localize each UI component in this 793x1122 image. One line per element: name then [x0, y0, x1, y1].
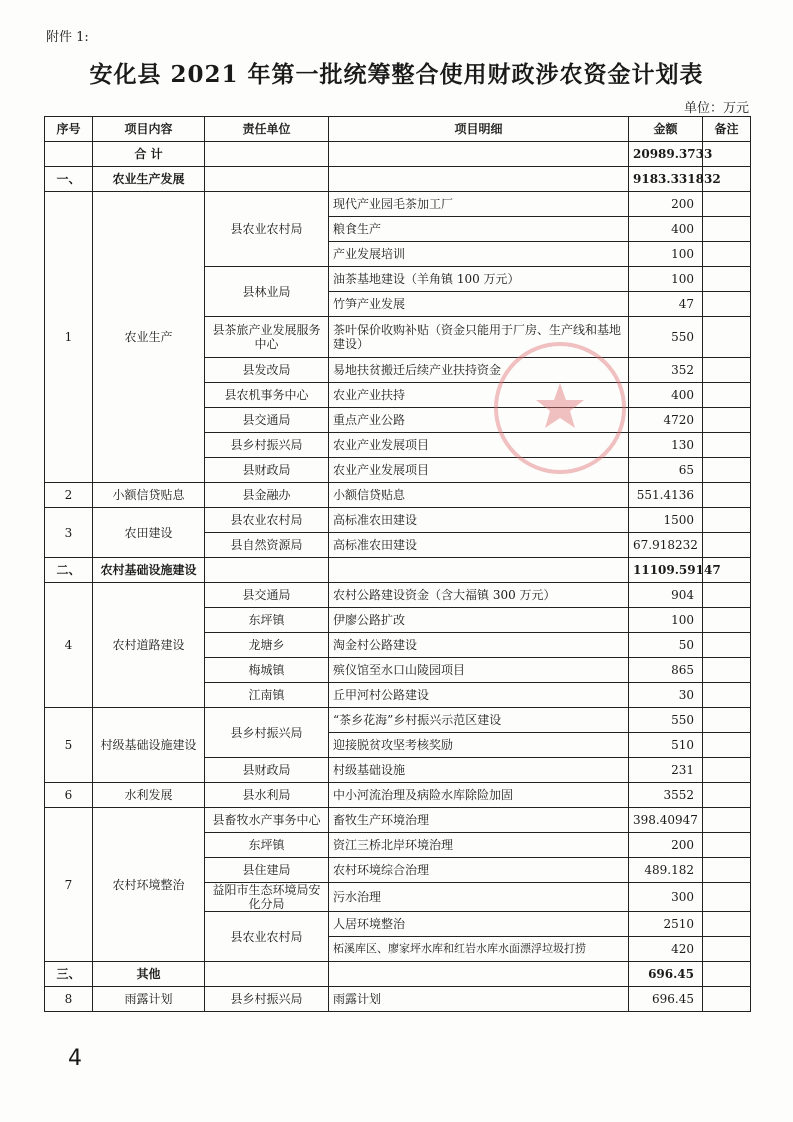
responsible-unit: 县发改局 [205, 358, 329, 383]
item-amount: 4720 [629, 408, 703, 433]
table-row [45, 192, 751, 217]
responsible-unit: 县金融办 [205, 483, 329, 508]
group-name: 水利发展 [93, 783, 205, 808]
unit-label: 单位：万元 [683, 101, 749, 116]
responsible-unit: 县财政局 [205, 758, 329, 783]
item-amount: 352 [629, 358, 703, 383]
section-no: 二、 [45, 558, 93, 583]
group-name: 农村环境整治 [93, 808, 205, 962]
item-amount: 100 [629, 242, 703, 267]
item-detail: 中小河流治理及病险水库除险加固 [329, 783, 629, 808]
item-amount: 696.45 [629, 987, 703, 1012]
item-detail: 农业产业扶持 [329, 383, 629, 408]
section-no: 三、 [45, 962, 93, 987]
item-detail: 资江三桥北岸环境治理 [329, 833, 629, 858]
responsible-unit: 县自然资源局 [205, 533, 329, 558]
item-detail: 农业产业发展项目 [329, 458, 629, 483]
responsible-unit: 县农业农村局 [205, 912, 329, 962]
responsible-unit: 县农机事务中心 [205, 383, 329, 408]
item-amount: 100 [629, 267, 703, 292]
group-no: 4 [45, 583, 93, 708]
group-name: 农村道路建设 [93, 583, 205, 708]
table-row [45, 708, 751, 733]
item-amount: 865 [629, 658, 703, 683]
item-amount: 67.918232 [629, 533, 703, 558]
item-amount: 489.182 [629, 858, 703, 883]
table-header-row [45, 117, 751, 142]
section-name: 其他 [93, 962, 205, 987]
col-header-remark: 备注 [703, 117, 751, 142]
item-detail: 小额信贷贴息 [329, 483, 629, 508]
responsible-unit: 县乡村振兴局 [205, 708, 329, 758]
responsible-unit: 县林业局 [205, 267, 329, 317]
item-detail: 高标准农田建设 [329, 533, 629, 558]
section-no: 一、 [45, 167, 93, 192]
item-detail: 村级基础设施 [329, 758, 629, 783]
section-amount: 696.45 [629, 962, 703, 987]
item-detail: 产业发展培训 [329, 242, 629, 267]
item-amount: 550 [629, 708, 703, 733]
item-amount: 551.4136 [629, 483, 703, 508]
item-amount: 400 [629, 383, 703, 408]
col-header-no: 序号 [45, 117, 93, 142]
responsible-unit: 东坪镇 [205, 608, 329, 633]
item-detail: 迎接脱贫攻坚考核奖励 [329, 733, 629, 758]
item-amount: 904 [629, 583, 703, 608]
total-row [45, 142, 751, 167]
responsible-unit: 县乡村振兴局 [205, 987, 329, 1012]
responsible-unit: 县农业农村局 [205, 508, 329, 533]
item-detail: 高标准农田建设 [329, 508, 629, 533]
item-amount: 30 [629, 683, 703, 708]
page-number: 4 [68, 1046, 82, 1071]
responsible-unit: 县茶旅产业发展服务中心 [205, 317, 329, 358]
responsible-unit: 梅城镇 [205, 658, 329, 683]
group-name: 农业生产 [93, 192, 205, 483]
section-name: 农村基础设施建设 [93, 558, 205, 583]
item-amount: 398.40947 [629, 808, 703, 833]
group-name: 村级基础设施建设 [93, 708, 205, 783]
item-detail: 人居环境整治 [329, 912, 629, 937]
group-name: 雨露计划 [93, 987, 205, 1012]
item-detail: 茶叶保价收购补贴（资金只能用于厂房、生产线和基地建设） [329, 317, 629, 358]
item-detail: 粮食生产 [329, 217, 629, 242]
attachment-label: 附件 1: [46, 30, 89, 45]
item-amount: 2510 [629, 912, 703, 937]
group-no: 1 [45, 192, 93, 483]
responsible-unit: 县住建局 [205, 858, 329, 883]
item-detail: 农业产业发展项目 [329, 433, 629, 458]
item-amount: 510 [629, 733, 703, 758]
item-detail: 丘甲河村公路建设 [329, 683, 629, 708]
table-row [45, 508, 751, 533]
col-header-content: 项目内容 [93, 117, 205, 142]
item-amount: 100 [629, 608, 703, 633]
item-amount: 130 [629, 433, 703, 458]
item-amount: 550 [629, 317, 703, 358]
table-row [45, 483, 751, 508]
item-detail: “茶乡花海”乡村振兴示范区建设 [329, 708, 629, 733]
group-no: 6 [45, 783, 93, 808]
group-name: 农田建设 [93, 508, 205, 558]
col-header-detail: 项目明细 [329, 117, 629, 142]
responsible-unit: 龙塘乡 [205, 633, 329, 658]
col-header-amount: 金额 [629, 117, 703, 142]
table-row [45, 583, 751, 608]
item-detail: 油茶基地建设（羊角镇 100 万元） [329, 267, 629, 292]
responsible-unit: 益阳市生态环境局安化分局 [205, 883, 329, 912]
table-row [45, 987, 751, 1012]
responsible-unit: 县畜牧水产事务中心 [205, 808, 329, 833]
item-detail: 竹笋产业发展 [329, 292, 629, 317]
group-name: 小额信贷贴息 [93, 483, 205, 508]
item-detail: 雨露计划 [329, 987, 629, 1012]
item-detail: 污水治理 [329, 883, 629, 912]
section-row [45, 558, 751, 583]
item-detail: 农村公路建设资金（含大福镇 300 万元） [329, 583, 629, 608]
section-row [45, 962, 751, 987]
item-amount: 400 [629, 217, 703, 242]
group-no: 7 [45, 808, 93, 962]
group-no: 5 [45, 708, 93, 783]
section-amount: 11109.59147 [629, 558, 703, 583]
item-amount: 420 [629, 937, 703, 962]
item-detail: 农村环境综合治理 [329, 858, 629, 883]
col-header-unit: 责任单位 [205, 117, 329, 142]
item-detail: 重点产业公路 [329, 408, 629, 433]
item-detail: 淘金村公路建设 [329, 633, 629, 658]
item-amount: 231 [629, 758, 703, 783]
item-amount: 3552 [629, 783, 703, 808]
responsible-unit: 县交通局 [205, 583, 329, 608]
section-amount: 9183.331832 [629, 167, 703, 192]
funding-plan-table [44, 116, 751, 1012]
item-detail: 殡仪馆至水口山陵园项目 [329, 658, 629, 683]
responsible-unit: 东坪镇 [205, 833, 329, 858]
group-no: 8 [45, 987, 93, 1012]
group-no: 3 [45, 508, 93, 558]
table-row [45, 808, 751, 833]
item-amount: 47 [629, 292, 703, 317]
responsible-unit: 县交通局 [205, 408, 329, 433]
responsible-unit: 县农业农村局 [205, 192, 329, 267]
responsible-unit: 县乡村振兴局 [205, 433, 329, 458]
item-detail: 畜牧生产环境治理 [329, 808, 629, 833]
item-detail: 伊廖公路扩改 [329, 608, 629, 633]
responsible-unit: 县水利局 [205, 783, 329, 808]
item-amount: 300 [629, 883, 703, 912]
item-detail: 现代产业园毛茶加工厂 [329, 192, 629, 217]
group-no: 2 [45, 483, 93, 508]
item-detail: 易地扶贫搬迁后续产业扶持资金 [329, 358, 629, 383]
item-amount: 200 [629, 833, 703, 858]
total-amount: 20989.3733 [629, 142, 703, 167]
item-amount: 50 [629, 633, 703, 658]
table-row [45, 783, 751, 808]
item-amount: 1500 [629, 508, 703, 533]
responsible-unit: 县财政局 [205, 458, 329, 483]
item-amount: 65 [629, 458, 703, 483]
responsible-unit: 江南镇 [205, 683, 329, 708]
total-label: 合 计 [93, 142, 205, 167]
item-detail: 柘溪库区、廖家坪水库和红岩水库水面漂浮垃圾打捞 [329, 937, 629, 962]
section-row [45, 167, 751, 192]
item-amount: 200 [629, 192, 703, 217]
page-title: 安化县 2021 年第一批统筹整合使用财政涉农资金计划表 [89, 61, 704, 88]
section-name: 农业生产发展 [93, 167, 205, 192]
